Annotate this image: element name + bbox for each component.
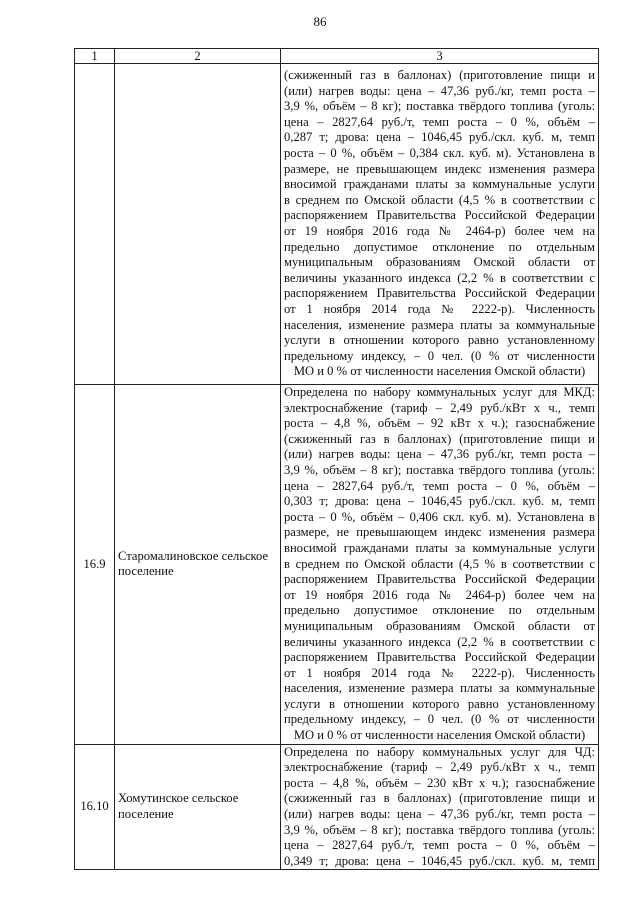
table-row — [75, 64, 599, 385]
page-number: 86 — [313, 14, 327, 29]
text-line: (или) нагрев воды: цена – 47,36 руб./кг, темп роста – — [284, 83, 595, 98]
text-line: (сжиженный газ в баллонах) (приготовление пищи и — [284, 791, 595, 806]
text-line: 0,349 т; дрова: цена – 1046,45 руб./скл. куб. м, темп — [284, 853, 595, 868]
row-description — [281, 385, 599, 745]
text-line: населения, изменение размера платы за коммунальные — [284, 681, 595, 696]
text-line: от 19 ноября 2016 года № 2464-р) более чем на — [284, 587, 595, 602]
text-line: распоряжением Правительства Российской Федерации — [284, 650, 595, 665]
text-line: услуги в отношении которого равно установленному — [284, 696, 595, 711]
text-line: цена – 2827,64 руб./т, темп роста – 0 %, объём – — [284, 114, 595, 129]
text-line: цена – 2827,64 руб./т, темп роста – 0 %, объём – — [284, 478, 595, 493]
text-line: электроснабжение (тариф – 2,49 руб./кВт х ч., темп — [284, 760, 595, 775]
text-line: от 1 ноября 2014 года № 2222-р). Численность — [284, 665, 595, 680]
table-header-row — [75, 49, 599, 64]
text-line: в среднем по Омской области (4,5 % в соответствии с — [284, 192, 595, 207]
text-line: 0,303 т; дрова: цена – 1046,45 руб./скл. куб. м, темп — [284, 494, 595, 509]
text-line: Определена по набору коммунальных услуг для МКД: — [284, 385, 595, 399]
settlement-name — [115, 64, 281, 385]
text-line: (сжиженный газ в баллонах) (приготовление пищи и — [284, 68, 595, 83]
text-line: распоряжением Правительства Российской Федерации — [284, 286, 595, 301]
text-line: цена – 2827,64 руб./т, темп роста – 0 %, объём – — [284, 838, 595, 853]
text-line: величины указанного индекса (2,2 % в соответствии с — [284, 634, 595, 649]
text-line: 3,9 %, объём – 8 кг); поставка твёрдого топлива (уголь: — [284, 99, 595, 114]
text-line: услуги в отношении которого равно установленному — [284, 333, 595, 348]
text-line: Определена по набору коммунальных услуг для ЧД: — [284, 744, 595, 759]
row-description — [281, 64, 599, 385]
text-line: вносимой гражданами платы за коммунальные услуги — [284, 540, 595, 555]
column-header-3: 3 — [281, 49, 599, 64]
text-line: распоряжением Правительства Российской Федерации — [284, 572, 595, 587]
text-line: размере, не превышающем индекс изменения размера — [284, 161, 595, 176]
text-line: населения, изменение размера платы за коммунальные — [284, 317, 595, 332]
text-line: роста – 4,8 %, объём – 230 кВт х ч.); газоснабжение — [284, 775, 595, 790]
text-line: в среднем по Омской области (4,5 % в соответствии с — [284, 556, 595, 571]
column-header-1: 1 — [75, 49, 115, 64]
text-line: муниципальным образованиям Омской области от — [284, 255, 595, 270]
text-line: величины указанного индекса (2,2 % в соответствии с — [284, 270, 595, 285]
text-line: 3,9 %, объём – 8 кг); поставка твёрдого топлива (уголь: — [284, 822, 595, 837]
text-line: МО и 0 % от численности населения Омской области) — [293, 364, 586, 379]
text-line: вносимой гражданами платы за коммунальные услуги — [284, 177, 595, 192]
text-line: 0,287 т; дрова: цена – 1046,45 руб./скл. куб. м, темп — [284, 130, 595, 145]
settlement-name: Старомалиновское сельское поселение — [115, 385, 281, 745]
text-line: роста – 0 %, объём – 0,384 скл. куб. м). Установлена в — [284, 146, 595, 161]
text-line: роста – 4,8 %, объём – 92 кВт х ч.); газоснабжение — [284, 416, 595, 431]
text-line: роста – 0 %, объём – 0,406 скл. куб. м). Установлена в — [284, 509, 595, 524]
text-line: от 19 ноября 2016 года № 2464-р) более чем на — [284, 224, 595, 238]
text-line: (или) нагрев воды: цена – 47,36 руб./кг, темп роста – — [284, 807, 595, 822]
row-number — [75, 64, 115, 385]
text-line: предельно допустимое отклонение по отдельным — [284, 603, 595, 618]
row-number: 16.10 — [75, 744, 115, 870]
table-row — [75, 385, 599, 745]
row-number: 16.9 — [75, 385, 115, 745]
column-header-2: 2 — [115, 49, 281, 64]
text-line: предельному индексу, – 0 чел. (0 % от численности — [284, 712, 595, 727]
row-description — [281, 744, 599, 870]
text-line: предельному индексу, – 0 чел. (0 % от численности — [284, 348, 595, 363]
settlement-name: Хомутинское сельское поселение — [115, 744, 281, 870]
text-line: (сжиженный газ в баллонах) (приготовление пищи и — [284, 431, 595, 446]
text-line: (или) нагрев воды: цена – 47,36 руб./кг, темп роста – — [284, 447, 595, 462]
text-line: МО и 0 % от численности населения Омской области) — [293, 728, 586, 743]
text-line: предельно допустимое отклонение по отдельным — [284, 239, 595, 254]
table-row — [75, 744, 599, 870]
text-line: муниципальным образованиям Омской области от — [284, 618, 595, 633]
document-table — [74, 48, 599, 870]
text-line: распоряжением Правительства Российской Федерации — [284, 208, 595, 223]
text-line: электроснабжение (тариф – 2,49 руб./кВт х ч., темп — [284, 400, 595, 415]
text-line: 3,9 %, объём – 8 кг); поставка твёрдого топлива (уголь: — [284, 462, 595, 477]
text-line: от 1 ноября 2014 года № 2222-р). Численность — [284, 301, 595, 316]
text-line: размере, не превышающем индекс изменения размера — [284, 525, 595, 540]
